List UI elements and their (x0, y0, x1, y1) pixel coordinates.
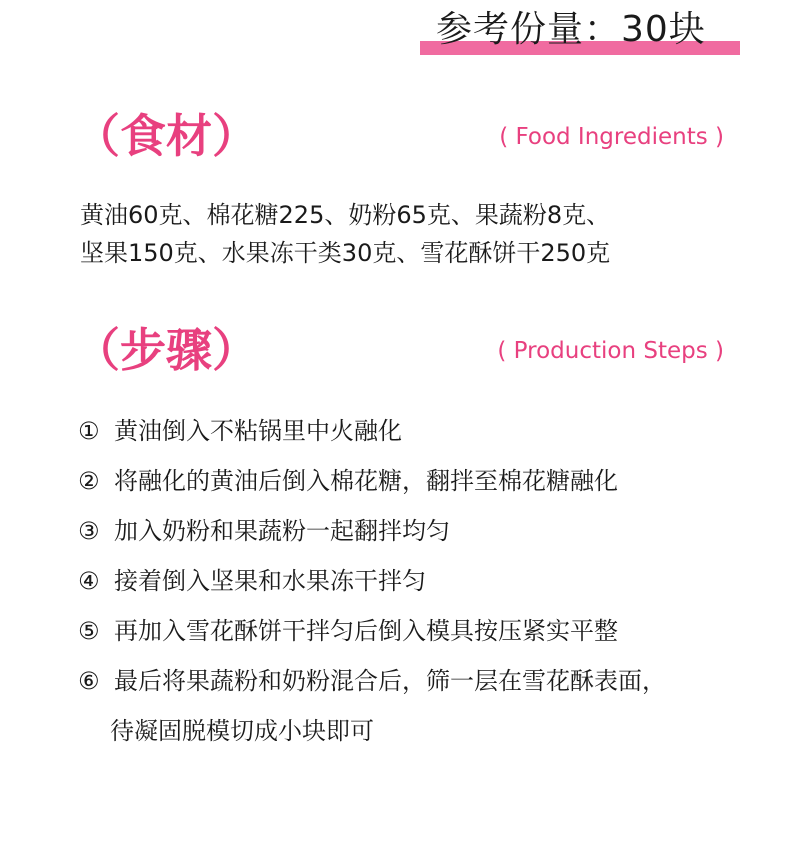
step-number: ② (78, 467, 100, 495)
step-item (78, 506, 778, 556)
step-item (78, 456, 778, 506)
step-item (78, 406, 778, 456)
step-text: 将融化的黄油后倒入棉花糖，翻拌至棉花糖融化 (114, 467, 618, 495)
step-number: ⑤ (78, 617, 100, 645)
step-item (78, 556, 778, 606)
step-item (78, 606, 778, 656)
ingredients-list (80, 196, 760, 272)
step-text: 黄油倒入不粘锅里中火融化 (114, 417, 402, 445)
steps-subtitle: ( Production Steps ) (497, 338, 724, 364)
ingredients-title: （食材） (74, 109, 258, 163)
step-text: 接着倒入坚果和水果冻干拌匀 (114, 567, 426, 595)
step-number: ① (78, 417, 100, 445)
step-text: 再加入雪花酥饼干拌匀后倒入模具按压紧实平整 (114, 617, 618, 645)
ingredients-subtitle: ( Food Ingredients ) (499, 124, 724, 150)
portion-header (420, 8, 740, 56)
steps-list (78, 406, 778, 756)
ingredients-line: 黄油60克、棉花糖225、奶粉65克、果蔬粉8克、 (80, 201, 611, 229)
step-number: ④ (78, 567, 100, 595)
step-continuation: 待凝固脱模切成小块即可 (110, 717, 374, 745)
step-number: ⑥ (78, 667, 100, 695)
ingredients-line: 坚果150克、水果冻干类30克、雪花酥饼干250克 (80, 239, 611, 267)
step-item (78, 656, 778, 706)
portion-label: 参考份量：30块 (436, 9, 706, 50)
step-number: ③ (78, 517, 100, 545)
steps-title: （步骤） (74, 323, 258, 377)
step-text: 加入奶粉和果蔬粉一起翻拌均匀 (114, 517, 450, 545)
step-text: 最后将果蔬粉和奶粉混合后，筛一层在雪花酥表面， (114, 667, 666, 695)
